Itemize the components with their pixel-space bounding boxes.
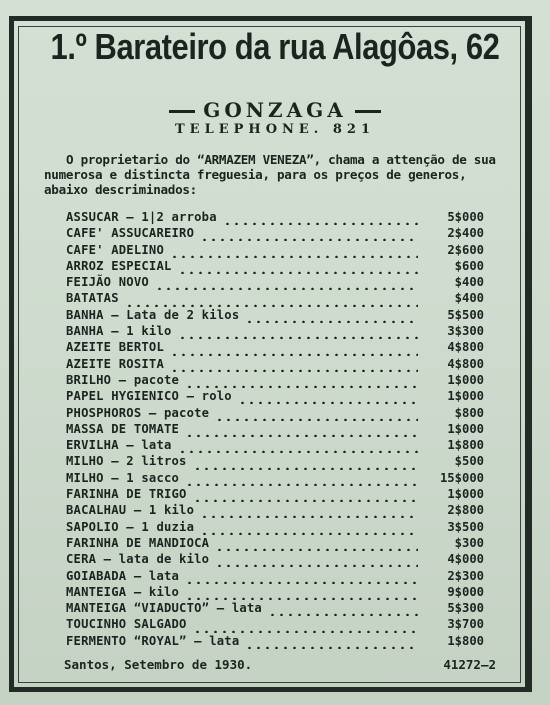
- price-list-row: [66, 209, 484, 225]
- subtitle-text: GONZAGA: [203, 98, 347, 122]
- item-price: 2$800: [447, 503, 484, 518]
- dot-leader: [200, 502, 418, 518]
- price-list-row: [66, 584, 484, 600]
- item-name: FARINHA DE MANDIOCA: [66, 535, 210, 550]
- dot-leader: [245, 633, 418, 649]
- price-list-row: [66, 274, 484, 290]
- item-name: FERMENTO “ROYAL” — lata: [66, 633, 240, 648]
- price-list-row: [66, 339, 484, 355]
- item-price: $400: [454, 275, 484, 290]
- dot-leader: [170, 340, 418, 356]
- item-price: $300: [454, 535, 484, 550]
- price-list-row: [66, 453, 484, 469]
- price-list-row: [66, 225, 484, 241]
- price-list-row: [66, 437, 484, 453]
- dot-leader: [215, 405, 418, 421]
- price-list-row: [66, 535, 484, 551]
- dot-leader: [170, 356, 418, 372]
- item-name: BACALHAU — 1 kilo: [66, 503, 195, 518]
- item-name: PAPEL HYGIENICO — rolo: [66, 389, 232, 404]
- item-price: 1$000: [447, 389, 484, 404]
- item-price: $600: [454, 258, 484, 273]
- item-name: MILHO — 1 sacco: [66, 470, 180, 485]
- item-price: 15$000: [439, 470, 484, 485]
- item-price: 3$300: [447, 324, 484, 339]
- item-price: 2$400: [447, 226, 484, 241]
- ad-title: 1.º Barateiro da rua Alagôas, 62: [50, 26, 500, 67]
- dot-leader: [200, 519, 418, 535]
- dot-leader: [185, 372, 418, 388]
- price-list-row: [66, 388, 484, 404]
- item-price: 5$000: [447, 210, 484, 224]
- item-price: 2$600: [447, 242, 484, 257]
- dot-leader: [223, 209, 418, 225]
- item-price: 5$500: [447, 307, 484, 322]
- dot-leader: [215, 535, 418, 551]
- price-list-row: [66, 356, 484, 372]
- price-list-row: [66, 307, 484, 323]
- dot-leader: [185, 584, 418, 600]
- dot-leader: [185, 470, 418, 486]
- item-name: MANTEIGA “VIADUCTO” — lata: [66, 601, 262, 616]
- dot-leader: [245, 307, 418, 323]
- dot-leader: [193, 617, 418, 633]
- item-name: TOUCINHO SALGADO: [66, 617, 187, 632]
- item-name: AZEITE ROSITA: [66, 356, 164, 371]
- price-list-row: [66, 372, 484, 388]
- dot-leader: [178, 323, 418, 339]
- item-name: CAFE' ASSUCAREIRO: [66, 226, 195, 241]
- item-price: 1$000: [447, 487, 484, 502]
- item-price: 4$800: [447, 340, 484, 355]
- item-price: $500: [454, 454, 484, 469]
- item-name: MILHO — 2 litros: [66, 454, 187, 469]
- item-price: 1$000: [447, 372, 484, 387]
- price-list-row: [66, 242, 484, 258]
- price-list-row: [66, 519, 484, 535]
- item-name: ASSUCAR — 1|2 arroba: [66, 210, 217, 224]
- item-name: BATATAS: [66, 291, 119, 306]
- ad-reference: 41272—2: [443, 657, 496, 672]
- price-list-row: [66, 633, 484, 649]
- price-list-row: [66, 551, 484, 567]
- item-name: FARINHA DE TRIGO: [66, 487, 187, 502]
- item-name: MASSA DE TOMATE: [66, 421, 180, 436]
- intro-paragraph: O proprietario do “ARMAZEM VENEZA”, chama a attenção de sua numerosa e distincta freguesia, para os preços de generos, abaixo descriminados:: [44, 152, 496, 197]
- left-dash: [169, 110, 195, 113]
- ad-subtitle: [0, 98, 550, 122]
- price-list-row: [66, 421, 484, 437]
- item-price: 9$000: [447, 584, 484, 599]
- place-date: Santos, Setembro de 1930.: [64, 657, 253, 672]
- item-name: AZEITE BERTOL: [66, 340, 164, 355]
- dot-leader: [155, 274, 418, 290]
- dot-leader: [178, 258, 418, 274]
- price-list-row: [66, 568, 484, 584]
- item-price: 4$800: [447, 356, 484, 371]
- dot-leader: [215, 551, 418, 567]
- ad-footer: [64, 657, 496, 672]
- price-list-row: [66, 470, 484, 486]
- item-name: CERA — lata de kilo: [66, 552, 210, 567]
- item-name: BRILHO — pacote: [66, 372, 180, 387]
- item-price: 2$300: [447, 568, 484, 583]
- item-price: $800: [454, 405, 484, 420]
- item-name: FEIJÃO NOVO: [66, 275, 149, 290]
- price-list-row: [66, 486, 484, 502]
- dot-leader: [185, 568, 418, 584]
- item-price: 3$700: [447, 617, 484, 632]
- price-list-row: [66, 600, 484, 616]
- item-name: BANHA — Lata de 2 kilos: [66, 307, 240, 322]
- price-list-row: [66, 616, 484, 632]
- item-name: SAPOLIO — 1 duzia: [66, 519, 195, 534]
- item-price: 4$000: [447, 552, 484, 567]
- item-price: 1$800: [447, 438, 484, 453]
- dot-leader: [185, 421, 418, 437]
- price-list-row: [66, 258, 484, 274]
- dot-leader: [238, 388, 418, 404]
- item-name: BANHA — 1 kilo: [66, 324, 172, 339]
- dot-leader: [170, 242, 418, 258]
- dot-leader: [193, 454, 418, 470]
- item-price: 1$000: [447, 421, 484, 436]
- item-name: PHOSPHOROS — pacote: [66, 405, 210, 420]
- item-price: $400: [454, 291, 484, 306]
- dot-leader: [125, 291, 418, 307]
- price-list-row: [66, 290, 484, 306]
- item-name: CAFE' ADELINO: [66, 242, 164, 257]
- dot-leader: [268, 600, 418, 616]
- price-list-row: [66, 323, 484, 339]
- item-price: 1$800: [447, 633, 484, 648]
- price-list: [66, 209, 484, 649]
- item-name: GOIABADA — lata: [66, 568, 180, 583]
- right-dash: [355, 110, 381, 113]
- price-list-row: [66, 405, 484, 421]
- dot-leader: [193, 486, 418, 502]
- item-price: 3$500: [447, 519, 484, 534]
- item-name: ARROZ ESPECIAL: [66, 258, 172, 273]
- price-list-row: [66, 502, 484, 518]
- dot-leader: [200, 225, 418, 241]
- item-name: MANTEIGA — kilo: [66, 584, 180, 599]
- telephone-line: TELEPHONE. 821: [175, 122, 375, 137]
- item-name: ERVILHA — lata: [66, 438, 172, 453]
- dot-leader: [178, 437, 418, 453]
- item-price: 5$300: [447, 601, 484, 616]
